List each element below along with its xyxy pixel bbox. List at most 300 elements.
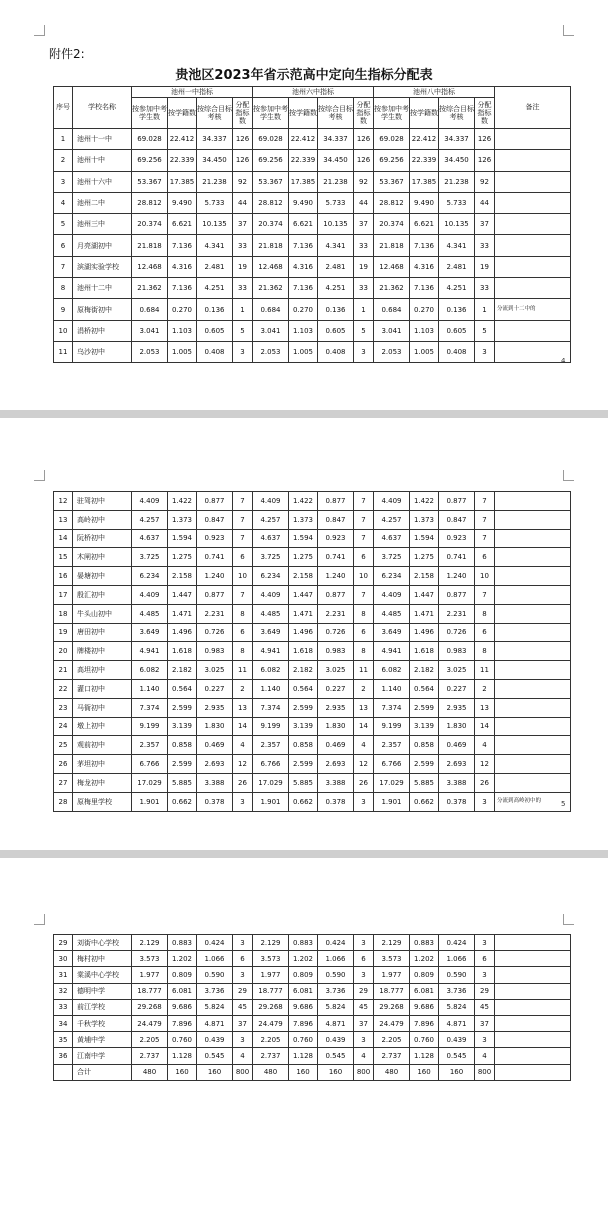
cell-seq: 25 bbox=[54, 736, 73, 755]
cell-value: 20.374 bbox=[253, 214, 289, 235]
cell-value: 1.594 bbox=[289, 529, 318, 548]
cell-value: 1.447 bbox=[289, 585, 318, 604]
cell-value: 1.830 bbox=[197, 717, 233, 736]
cell-seq: 12 bbox=[54, 492, 73, 511]
cell-value: 1.066 bbox=[439, 951, 475, 967]
cell-value: 5 bbox=[475, 320, 495, 341]
cell-value: 6 bbox=[475, 951, 495, 967]
cell-value: 3.388 bbox=[439, 773, 475, 792]
cell-value: 1.901 bbox=[374, 792, 410, 811]
cell-value: 14 bbox=[475, 717, 495, 736]
cell-value: 9.686 bbox=[289, 999, 318, 1015]
cell-value: 5.885 bbox=[168, 773, 197, 792]
cell-value: 0.590 bbox=[318, 967, 354, 983]
cell-value: 160 bbox=[168, 1064, 197, 1080]
cell-value: 4.485 bbox=[132, 604, 168, 623]
cell-value: 37 bbox=[354, 1015, 374, 1031]
cell-value: 126 bbox=[475, 150, 495, 171]
cell-value: 6.082 bbox=[253, 661, 289, 680]
crop-mark bbox=[34, 470, 45, 481]
cell-value: 2.182 bbox=[168, 661, 197, 680]
cell-value: 22.339 bbox=[168, 150, 197, 171]
cell-school: 池州十中 bbox=[73, 150, 132, 171]
cell-note bbox=[495, 773, 571, 792]
cell-school: 千秋学校 bbox=[73, 1015, 132, 1031]
header-sub: 分配指标数 bbox=[354, 98, 374, 129]
cell-value: 0.877 bbox=[439, 492, 475, 511]
cell-value: 2.053 bbox=[253, 341, 289, 362]
cell-value: 17.385 bbox=[410, 171, 439, 192]
cell-value: 4.941 bbox=[253, 642, 289, 661]
cell-value: 6 bbox=[354, 951, 374, 967]
cell-note: 分流到十二中的 bbox=[495, 299, 571, 320]
cell-school: 池州二中 bbox=[73, 192, 132, 213]
cell-value: 22.339 bbox=[289, 150, 318, 171]
cell-value: 1.140 bbox=[374, 679, 410, 698]
table-row bbox=[54, 773, 571, 792]
cell-value: 0.809 bbox=[289, 967, 318, 983]
cell-value: 4 bbox=[475, 1048, 495, 1064]
cell-school: 木闸初中 bbox=[73, 548, 132, 567]
cell-value: 4.257 bbox=[132, 510, 168, 529]
cell-value: 1 bbox=[233, 299, 253, 320]
cell-value: 69.028 bbox=[253, 129, 289, 150]
cell-value: 2.158 bbox=[289, 567, 318, 586]
cell-value: 2.231 bbox=[318, 604, 354, 623]
cell-value: 3 bbox=[233, 1032, 253, 1048]
header-note: 备注 bbox=[495, 87, 571, 129]
cell-value: 3.041 bbox=[132, 320, 168, 341]
cell-value: 5.824 bbox=[197, 999, 233, 1015]
cell-seq: 14 bbox=[54, 529, 73, 548]
cell-value: 1.202 bbox=[410, 951, 439, 967]
cell-seq: 35 bbox=[54, 1032, 73, 1048]
cell-value: 2.231 bbox=[197, 604, 233, 623]
table-row bbox=[54, 585, 571, 604]
cell-value: 3.139 bbox=[289, 717, 318, 736]
cell-value: 0.662 bbox=[168, 792, 197, 811]
cell-value: 0.545 bbox=[318, 1048, 354, 1064]
cell-value: 2.357 bbox=[253, 736, 289, 755]
cell-value: 0.590 bbox=[197, 967, 233, 983]
cell-value: 5.885 bbox=[289, 773, 318, 792]
cell-value: 2.357 bbox=[374, 736, 410, 755]
cell-note bbox=[495, 278, 571, 299]
cell-value: 0.877 bbox=[197, 585, 233, 604]
cell-value: 0.809 bbox=[410, 967, 439, 983]
cell-value: 2.935 bbox=[318, 698, 354, 717]
document-page-3 bbox=[0, 858, 608, 1212]
cell-value: 10.135 bbox=[439, 214, 475, 235]
cell-value: 2.129 bbox=[374, 935, 410, 951]
cell-value: 126 bbox=[233, 150, 253, 171]
cell-value: 1.901 bbox=[253, 792, 289, 811]
cell-value: 0.408 bbox=[439, 341, 475, 362]
cell-value: 7.136 bbox=[168, 235, 197, 256]
cell-value: 69.256 bbox=[374, 150, 410, 171]
cell-value: 4 bbox=[233, 1048, 253, 1064]
table-row bbox=[54, 679, 571, 698]
cell-value: 1 bbox=[475, 299, 495, 320]
cell-value: 0.469 bbox=[197, 736, 233, 755]
cell-value: 2.158 bbox=[410, 567, 439, 586]
cell-value: 0.439 bbox=[439, 1032, 475, 1048]
header-sub: 分配指标数 bbox=[233, 98, 253, 129]
cell-value: 3 bbox=[354, 1032, 374, 1048]
cell-value: 0.877 bbox=[197, 492, 233, 511]
cell-seq: 8 bbox=[54, 278, 73, 299]
cell-value: 1.140 bbox=[253, 679, 289, 698]
cell-value: 1.594 bbox=[168, 529, 197, 548]
cell-value: 0.469 bbox=[439, 736, 475, 755]
table-row bbox=[54, 510, 571, 529]
cell-value: 17.385 bbox=[168, 171, 197, 192]
cell-value: 45 bbox=[354, 999, 374, 1015]
cell-value: 1.496 bbox=[410, 623, 439, 642]
cell-school: 阮桥初中 bbox=[73, 529, 132, 548]
cell-value: 0.726 bbox=[318, 623, 354, 642]
cell-seq: 18 bbox=[54, 604, 73, 623]
cell-value: 10.135 bbox=[197, 214, 233, 235]
cell-value: 126 bbox=[354, 150, 374, 171]
cell-value: 4 bbox=[354, 1048, 374, 1064]
cell-value: 0.270 bbox=[289, 299, 318, 320]
header-sub: 按综合目标考核 bbox=[439, 98, 475, 129]
cell-value: 4.409 bbox=[374, 585, 410, 604]
cell-value: 3 bbox=[233, 935, 253, 951]
cell-note bbox=[495, 1064, 571, 1080]
cell-value: 7.136 bbox=[289, 235, 318, 256]
table-row bbox=[54, 1015, 571, 1031]
cell-value: 29 bbox=[475, 983, 495, 999]
cell-school: 唐田初中 bbox=[73, 623, 132, 642]
cell-school: 晏塘初中 bbox=[73, 567, 132, 586]
table-row bbox=[54, 999, 571, 1015]
cell-value: 1.830 bbox=[439, 717, 475, 736]
allocation-table-page-3 bbox=[53, 934, 571, 1081]
cell-value: 0.136 bbox=[439, 299, 475, 320]
cell-value: 9.490 bbox=[168, 192, 197, 213]
cell-value: 2.599 bbox=[410, 755, 439, 774]
cell-value: 4.251 bbox=[197, 278, 233, 299]
table-row bbox=[54, 1032, 571, 1048]
cell-seq: 7 bbox=[54, 256, 73, 277]
cell-value: 33 bbox=[233, 235, 253, 256]
cell-value: 2.935 bbox=[439, 698, 475, 717]
table-row bbox=[54, 1064, 571, 1080]
cell-note bbox=[495, 951, 571, 967]
table-row bbox=[54, 171, 571, 192]
cell-value: 7.896 bbox=[289, 1015, 318, 1031]
cell-value: 34.450 bbox=[439, 150, 475, 171]
cell-value: 8 bbox=[233, 604, 253, 623]
cell-value: 2.737 bbox=[132, 1048, 168, 1064]
cell-note bbox=[495, 935, 571, 951]
table-row bbox=[54, 642, 571, 661]
cell-note bbox=[495, 983, 571, 999]
cell-value: 0.662 bbox=[289, 792, 318, 811]
cell-value: 17.029 bbox=[253, 773, 289, 792]
cell-value: 1.422 bbox=[289, 492, 318, 511]
cell-value: 34.337 bbox=[197, 129, 233, 150]
header-sub: 按综合目标考核 bbox=[197, 98, 233, 129]
cell-value: 4.637 bbox=[253, 529, 289, 548]
cell-value: 4.941 bbox=[132, 642, 168, 661]
table-row bbox=[54, 792, 571, 811]
cell-value: 17.385 bbox=[289, 171, 318, 192]
cell-value: 0.227 bbox=[439, 679, 475, 698]
cell-value: 7.896 bbox=[410, 1015, 439, 1031]
cell-value: 6.081 bbox=[168, 983, 197, 999]
document-page-1 bbox=[0, 0, 608, 410]
cell-value: 24.479 bbox=[374, 1015, 410, 1031]
cell-value: 24.479 bbox=[253, 1015, 289, 1031]
cell-note bbox=[495, 214, 571, 235]
cell-value: 1.618 bbox=[410, 642, 439, 661]
cell-value: 160 bbox=[410, 1064, 439, 1080]
cell-value: 1.373 bbox=[289, 510, 318, 529]
cell-note bbox=[495, 529, 571, 548]
cell-value: 18.777 bbox=[374, 983, 410, 999]
cell-value: 3.649 bbox=[132, 623, 168, 642]
header-seq: 序号 bbox=[54, 87, 73, 129]
cell-value: 2.599 bbox=[289, 698, 318, 717]
cell-value: 7 bbox=[354, 492, 374, 511]
cell-value: 0.883 bbox=[168, 935, 197, 951]
table-row bbox=[54, 214, 571, 235]
cell-value: 29.268 bbox=[374, 999, 410, 1015]
cell-value: 1.128 bbox=[168, 1048, 197, 1064]
cell-seq: 13 bbox=[54, 510, 73, 529]
cell-value: 1.830 bbox=[318, 717, 354, 736]
cell-value: 1.240 bbox=[318, 567, 354, 586]
cell-value: 3.573 bbox=[253, 951, 289, 967]
cell-value: 3.649 bbox=[253, 623, 289, 642]
cell-value: 12 bbox=[354, 755, 374, 774]
cell-value: 37 bbox=[354, 214, 374, 235]
cell-value: 1.103 bbox=[168, 320, 197, 341]
cell-value: 4.637 bbox=[132, 529, 168, 548]
cell-note bbox=[495, 256, 571, 277]
cell-value: 29.268 bbox=[253, 999, 289, 1015]
cell-value: 3 bbox=[475, 967, 495, 983]
cell-value: 3.573 bbox=[132, 951, 168, 967]
table-row bbox=[54, 698, 571, 717]
cell-value: 160 bbox=[318, 1064, 354, 1080]
cell-value: 3 bbox=[354, 792, 374, 811]
cell-value: 21.818 bbox=[132, 235, 168, 256]
cell-value: 2.737 bbox=[374, 1048, 410, 1064]
cell-value: 26 bbox=[233, 773, 253, 792]
cell-seq: 26 bbox=[54, 755, 73, 774]
cell-value: 2.599 bbox=[410, 698, 439, 717]
cell-value: 7.136 bbox=[289, 278, 318, 299]
cell-value: 20.374 bbox=[132, 214, 168, 235]
cell-value: 1.422 bbox=[168, 492, 197, 511]
cell-seq: 29 bbox=[54, 935, 73, 951]
cell-value: 1.240 bbox=[197, 567, 233, 586]
cell-value: 1.447 bbox=[168, 585, 197, 604]
cell-value: 33 bbox=[354, 278, 374, 299]
cell-note bbox=[495, 1048, 571, 1064]
cell-value: 3 bbox=[475, 792, 495, 811]
cell-value: 0.877 bbox=[318, 585, 354, 604]
cell-value: 0.847 bbox=[439, 510, 475, 529]
cell-note bbox=[495, 341, 571, 362]
cell-school: 高坦初中 bbox=[73, 661, 132, 680]
cell-value: 1.275 bbox=[410, 548, 439, 567]
cell-seq: 32 bbox=[54, 983, 73, 999]
cell-value: 7 bbox=[475, 529, 495, 548]
cell-value: 4.257 bbox=[374, 510, 410, 529]
cell-value: 2.481 bbox=[439, 256, 475, 277]
cell-value: 6 bbox=[233, 548, 253, 567]
cell-value: 12.468 bbox=[253, 256, 289, 277]
cell-seq: 5 bbox=[54, 214, 73, 235]
header-sub: 按学籍数 bbox=[168, 98, 197, 129]
cell-value: 4.871 bbox=[439, 1015, 475, 1031]
cell-seq: 23 bbox=[54, 698, 73, 717]
cell-seq: 1 bbox=[54, 129, 73, 150]
cell-value: 7 bbox=[233, 510, 253, 529]
cell-value: 33 bbox=[475, 278, 495, 299]
cell-note bbox=[495, 717, 571, 736]
cell-value: 2.231 bbox=[439, 604, 475, 623]
cell-value: 20.374 bbox=[374, 214, 410, 235]
cell-note bbox=[495, 492, 571, 511]
cell-value: 1.471 bbox=[168, 604, 197, 623]
table-row bbox=[54, 278, 571, 299]
cell-value: 1.103 bbox=[410, 320, 439, 341]
cell-value: 4.485 bbox=[253, 604, 289, 623]
cell-value: 4.871 bbox=[318, 1015, 354, 1031]
cell-value: 0.545 bbox=[439, 1048, 475, 1064]
cell-value: 7 bbox=[233, 585, 253, 604]
cell-value: 0.564 bbox=[168, 679, 197, 698]
cell-value: 28.812 bbox=[132, 192, 168, 213]
cell-value: 6.621 bbox=[289, 214, 318, 235]
table-row bbox=[54, 717, 571, 736]
cell-value: 2.182 bbox=[289, 661, 318, 680]
cell-seq: 3 bbox=[54, 171, 73, 192]
cell-seq: 27 bbox=[54, 773, 73, 792]
cell-value: 7.374 bbox=[132, 698, 168, 717]
cell-value: 4.316 bbox=[168, 256, 197, 277]
cell-value: 0.923 bbox=[318, 529, 354, 548]
cell-value: 4.485 bbox=[374, 604, 410, 623]
cell-value: 7 bbox=[475, 585, 495, 604]
cell-value: 3 bbox=[475, 1032, 495, 1048]
cell-value: 0.883 bbox=[410, 935, 439, 951]
cell-value: 8 bbox=[233, 642, 253, 661]
cell-value: 5.824 bbox=[439, 999, 475, 1015]
page-separator bbox=[0, 410, 608, 418]
cell-note bbox=[495, 661, 571, 680]
cell-value: 6.081 bbox=[289, 983, 318, 999]
cell-value: 2.481 bbox=[318, 256, 354, 277]
cell-value: 3.388 bbox=[318, 773, 354, 792]
cell-value: 3.139 bbox=[410, 717, 439, 736]
cell-value: 2.205 bbox=[374, 1032, 410, 1048]
cell-school: 滨湖实验学校 bbox=[73, 256, 132, 277]
cell-value: 3 bbox=[475, 935, 495, 951]
cell-value: 37 bbox=[475, 1015, 495, 1031]
header-sub: 按参加中考学生数 bbox=[253, 98, 289, 129]
cell-value: 5.733 bbox=[318, 192, 354, 213]
cell-value: 4.409 bbox=[253, 492, 289, 511]
cell-value: 7.136 bbox=[168, 278, 197, 299]
page-title: 贵池区2023年省示范高中定向生指标分配表 bbox=[175, 68, 433, 83]
cell-value: 1.066 bbox=[197, 951, 233, 967]
cell-value: 1.471 bbox=[289, 604, 318, 623]
cell-value: 0.684 bbox=[374, 299, 410, 320]
cell-value: 12 bbox=[233, 755, 253, 774]
cell-value: 92 bbox=[233, 171, 253, 192]
cell-value: 44 bbox=[233, 192, 253, 213]
cell-seq: 4 bbox=[54, 192, 73, 213]
cell-value: 0.883 bbox=[289, 935, 318, 951]
cell-value: 5.733 bbox=[439, 192, 475, 213]
cell-value: 5 bbox=[233, 320, 253, 341]
cell-seq: 33 bbox=[54, 999, 73, 1015]
cell-value: 0.877 bbox=[439, 585, 475, 604]
cell-value: 0.923 bbox=[439, 529, 475, 548]
cell-value: 2.129 bbox=[132, 935, 168, 951]
cell-value: 4.941 bbox=[374, 642, 410, 661]
header-school: 学校名称 bbox=[73, 87, 132, 129]
table-row bbox=[54, 320, 571, 341]
cell-value: 14 bbox=[354, 717, 374, 736]
cell-seq: 22 bbox=[54, 679, 73, 698]
cell-value: 5.824 bbox=[318, 999, 354, 1015]
cell-value: 1.275 bbox=[289, 548, 318, 567]
cell-value: 6 bbox=[354, 623, 374, 642]
cell-note bbox=[495, 192, 571, 213]
table-row bbox=[54, 235, 571, 256]
cell-value: 4.409 bbox=[253, 585, 289, 604]
cell-value: 3.025 bbox=[439, 661, 475, 680]
cell-value: 2 bbox=[475, 679, 495, 698]
cell-value: 0.847 bbox=[318, 510, 354, 529]
cell-value: 1.373 bbox=[410, 510, 439, 529]
cell-note bbox=[495, 999, 571, 1015]
cell-value: 45 bbox=[475, 999, 495, 1015]
cell-value: 0.983 bbox=[439, 642, 475, 661]
cell-value: 14 bbox=[233, 717, 253, 736]
cell-value: 18.777 bbox=[132, 983, 168, 999]
cell-value: 3.573 bbox=[374, 951, 410, 967]
cell-value: 17.029 bbox=[132, 773, 168, 792]
cell-value: 0.983 bbox=[197, 642, 233, 661]
cell-note bbox=[495, 585, 571, 604]
cell-value: 33 bbox=[354, 235, 374, 256]
cell-value: 29 bbox=[233, 983, 253, 999]
cell-value: 1.128 bbox=[289, 1048, 318, 1064]
cell-value: 2.053 bbox=[132, 341, 168, 362]
cell-value: 0.590 bbox=[439, 967, 475, 983]
cell-value: 2.205 bbox=[253, 1032, 289, 1048]
cell-value: 21.818 bbox=[374, 235, 410, 256]
cell-value: 21.362 bbox=[253, 278, 289, 299]
cell-value: 10.135 bbox=[318, 214, 354, 235]
cell-note bbox=[495, 1032, 571, 1048]
crop-mark bbox=[563, 25, 574, 36]
cell-value: 4.637 bbox=[374, 529, 410, 548]
table-row bbox=[54, 755, 571, 774]
header-sub: 按学籍数 bbox=[289, 98, 318, 129]
cell-value: 6 bbox=[475, 548, 495, 567]
cell-value: 3.725 bbox=[132, 548, 168, 567]
